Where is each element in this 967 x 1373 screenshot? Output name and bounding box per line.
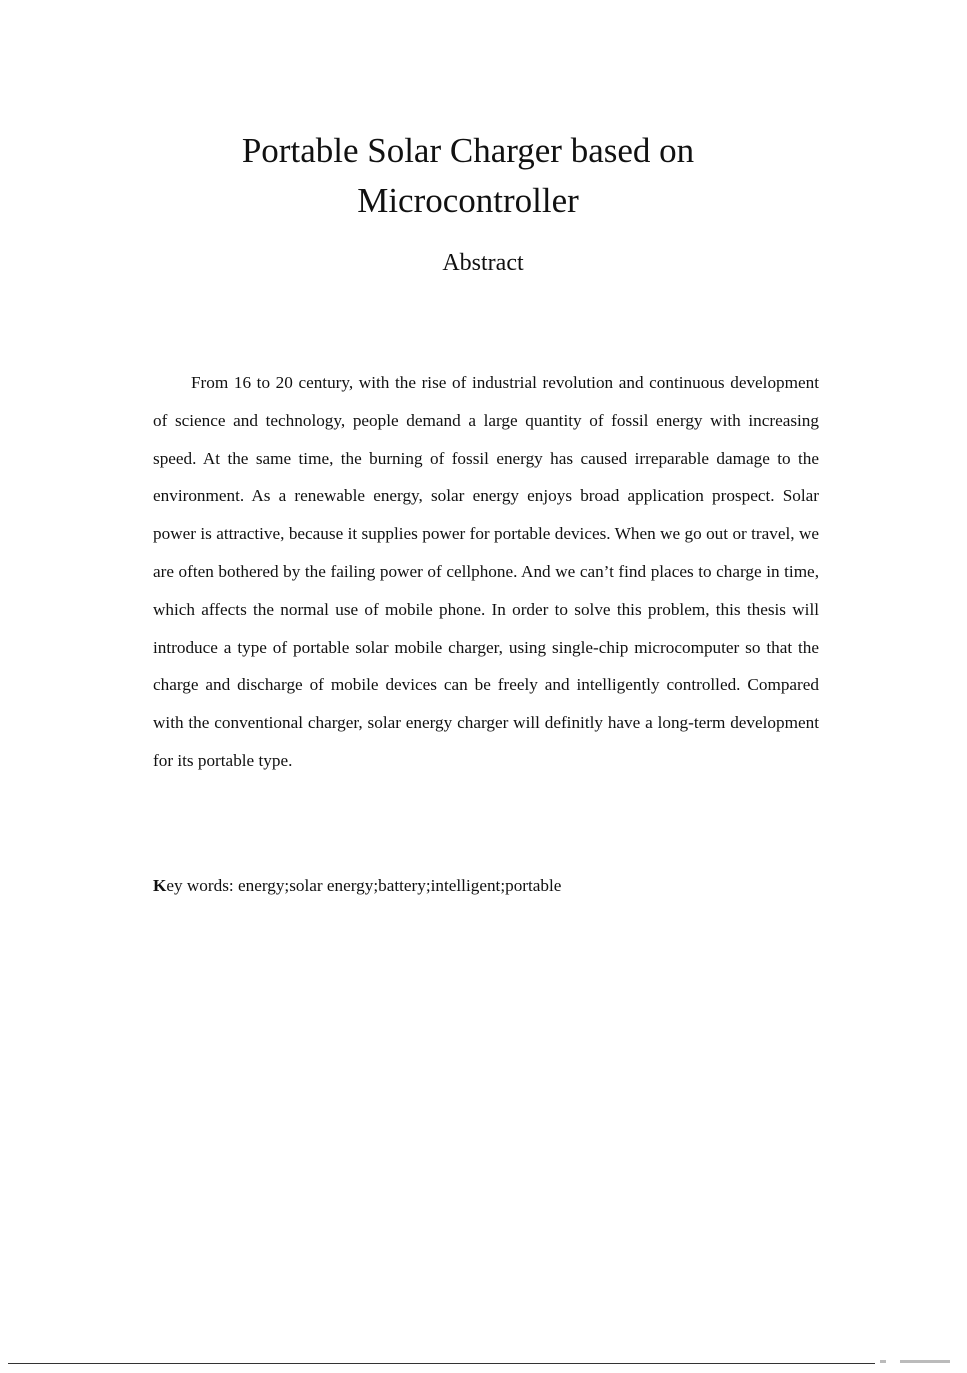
- footer-rule: [8, 1363, 875, 1364]
- footer-mark-right: [900, 1360, 950, 1363]
- paper-title: [153, 126, 783, 226]
- paper-title-line-1: Portable Solar Charger based on: [241, 131, 695, 170]
- keywords-text: ey words: energy;solar energy;battery;intelligent;portable: [166, 876, 562, 895]
- paper-title-line-2: Microcontroller: [357, 181, 579, 220]
- abstract-heading: Abstract: [442, 250, 524, 276]
- abstract-body: From 16 to 20 century, with the rise of industrial revolution and continuous development of science and technology, people demand a large quantity of fossil energy with increasing speed. At the same time, the burning of fossil energy has caused irreparable damage to the environment. As a renewable energy, solar energy enjoys broad application prospect. Solar power is attractive, because it supplies power for portable devices. When we go out or travel, we are often bothered by the failing power of cellphone. And we can’t find places to charge in time, which affects the normal use of mobile phone. In order to solve this problem, this thesis will introduce a type of portable solar mobile charger, using single-chip microcomputer so that the charge and discharge of mobile devices can be freely and intelligently controlled. Compared with the conventional charger, solar energy charger will definitly have a long-term development for its portable type.: [153, 373, 819, 770]
- keywords: [153, 868, 819, 904]
- footer-mark-left: [880, 1360, 886, 1363]
- keywords-initial: K: [153, 876, 167, 895]
